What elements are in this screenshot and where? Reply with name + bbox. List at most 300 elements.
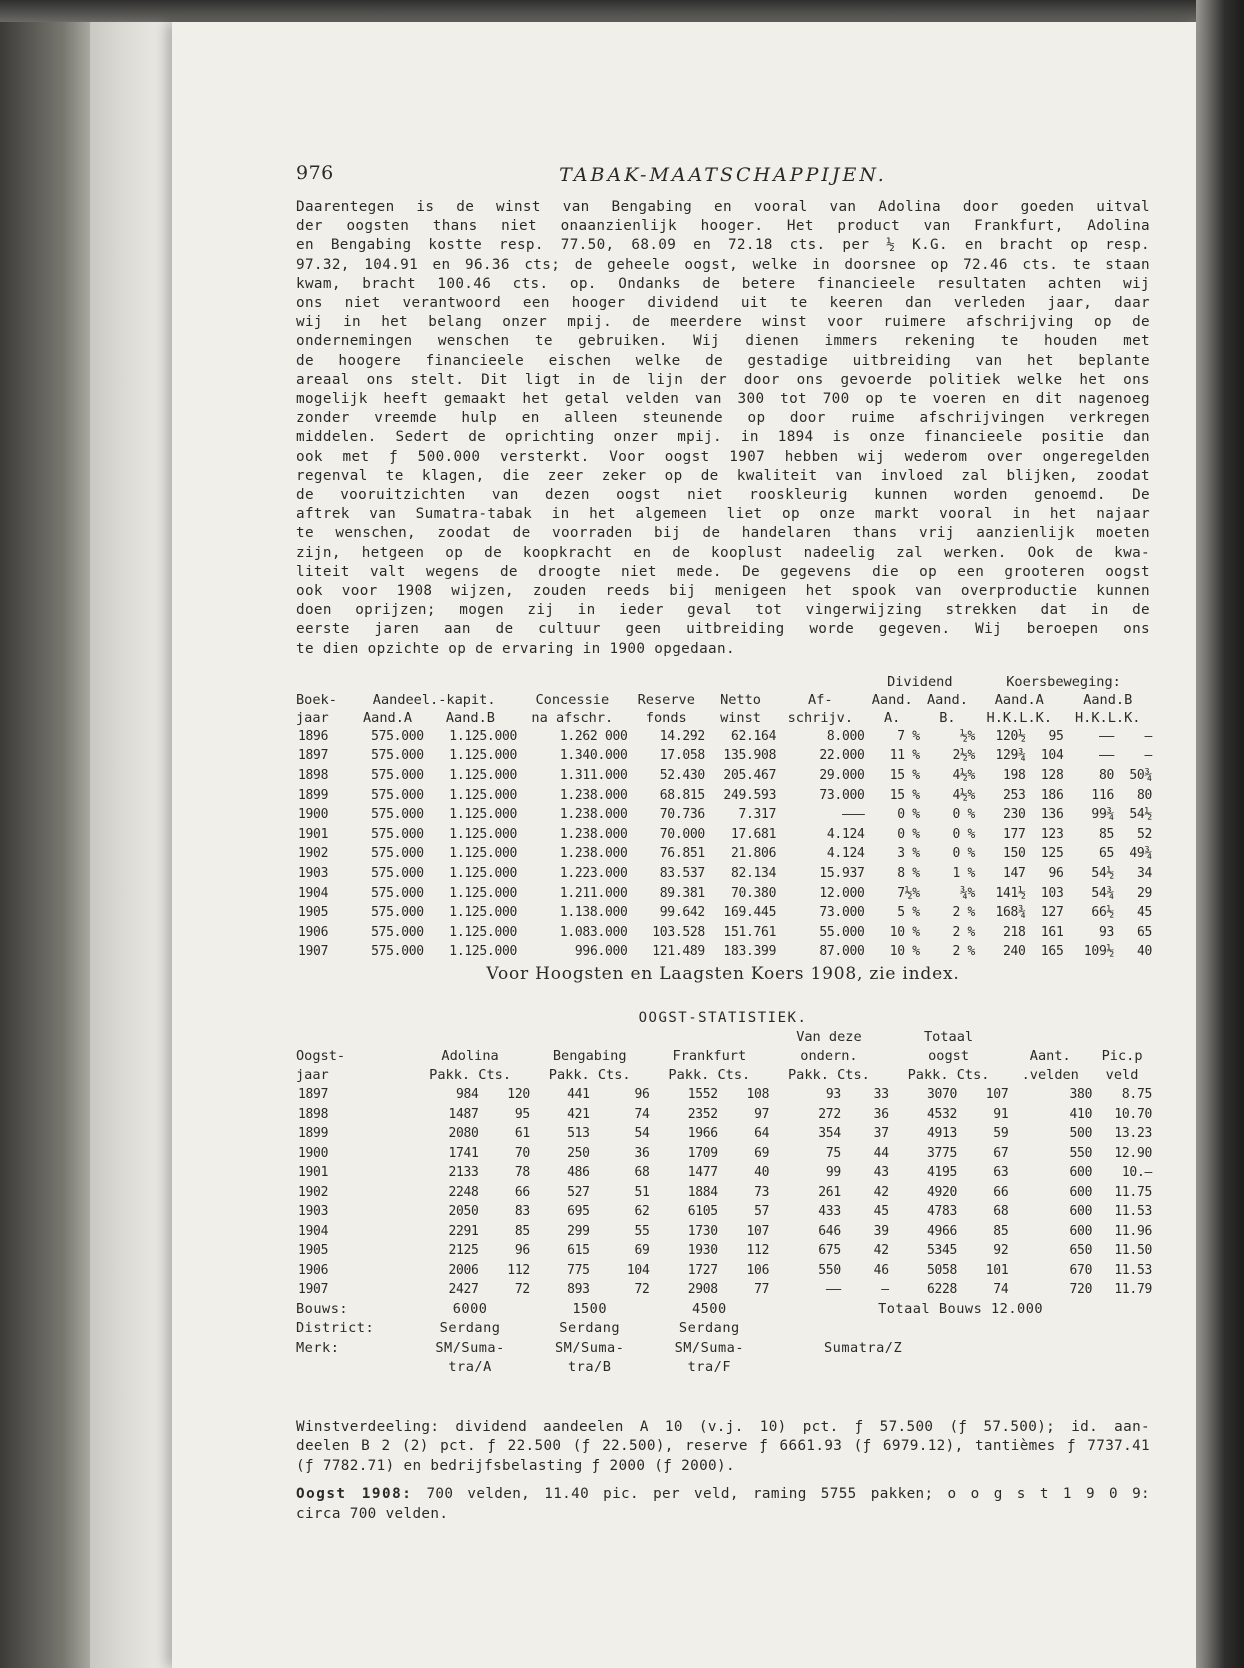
table-cell: 1900 <box>298 807 329 823</box>
table-cell: 68.815 <box>659 787 705 803</box>
table-cell: 2427 <box>448 1282 479 1297</box>
financial-table-group-header <box>296 673 1152 691</box>
table-cell: 10.70 <box>1114 1106 1152 1122</box>
body-line: te dien opzichte op de ervaring in 1900 opgedaan. <box>296 640 735 657</box>
table-cell: 2248 <box>448 1184 479 1200</box>
table-cell: 1.238.000 <box>559 787 628 803</box>
table-cell: 670 <box>1069 1262 1093 1278</box>
table-cell: 1906 <box>298 1262 329 1278</box>
table-cell: 3070 <box>926 1087 958 1102</box>
table-cell: 1 % <box>952 866 976 882</box>
table-cell: 42 <box>873 1243 889 1258</box>
table-cell: 4532 <box>926 1106 958 1122</box>
body-line: doen oprijzen; mogen zij in ieder geval tot vingerwijzing strekken dat in de <box>296 602 1150 619</box>
table-cell: 410 <box>1069 1106 1093 1122</box>
table-cell: 123 <box>1040 826 1064 842</box>
financial-table <box>296 673 1152 962</box>
winst-line: deelen B 2 (2) pct. ƒ 22.500 (ƒ 22.500), reserve ƒ 6661.93 (ƒ 6979.12), tantièmes ƒ 7737.41 <box>296 1438 1150 1454</box>
table-cell: 66 <box>514 1184 530 1200</box>
table-cell: 22.000 <box>819 748 865 764</box>
table-cell: 575.000 <box>371 905 424 921</box>
table-cell: 575.000 <box>371 787 424 803</box>
merk-adolina: SM/Suma- <box>435 1339 505 1356</box>
table-cell: 65 <box>1098 846 1115 862</box>
table-cell: 1966 <box>687 1126 718 1141</box>
body-line: aftrek van Sumatra-tabak in het algemeen liet op onze markt vooral in het najaar <box>296 506 1150 523</box>
table-cell: 11 % <box>889 748 920 764</box>
table-cell: 95 <box>514 1106 530 1122</box>
body-line: eerste jaren aan de cultuur geen uitbreiding worde gegeven. Wij beroepen ons <box>296 621 1150 638</box>
book-spine-shadow <box>0 0 90 1668</box>
table-cell: 4.124 <box>826 846 865 862</box>
body-line: ook met ƒ 500.000 versterkt. Voor oogst 1907 hebben wij wederom over ongeregelden <box>296 448 1150 465</box>
table-cell: 650 <box>1069 1243 1093 1258</box>
table-cell: 1.125.000 <box>449 787 518 803</box>
column-header: winst <box>720 709 761 726</box>
table-cell: 15.937 <box>819 866 865 882</box>
table-cell: 69 <box>754 1145 770 1161</box>
table-cell: 441 <box>567 1087 590 1102</box>
table-cell: 1907 <box>298 944 329 960</box>
table-cell: 2 % <box>952 924 976 940</box>
table-cell: 253 <box>1003 787 1026 803</box>
table-cell: 1727 <box>687 1262 718 1278</box>
table-cell: 52.430 <box>659 768 705 784</box>
table-cell: 0 % <box>952 846 976 862</box>
table-cell: 550 <box>818 1262 841 1278</box>
dividend-group-header: Dividend <box>887 673 953 690</box>
body-line: ons niet verantwoord een hooger dividend uit te keeren dan verleden jaar, daar <box>296 295 1150 312</box>
merk-bengabing: SM/Suma- <box>554 1339 625 1356</box>
table-cell: 85 <box>993 1223 1009 1239</box>
table-cell: 1.238.000 <box>559 846 628 862</box>
winstverdeeling-paragraph <box>296 1418 1150 1477</box>
table-cell: 92 <box>993 1243 1009 1258</box>
winst-line: Winstverdeeling: dividend aandeelen A 10 (v.j. 10) pct. ƒ 57.500 (ƒ 57.500); id. aan- <box>296 1418 1150 1435</box>
district-bengabing: Serdang <box>559 1320 621 1336</box>
table-cell: 44 <box>873 1145 889 1161</box>
table-cell: 46 <box>873 1262 889 1278</box>
table-cell: 112 <box>746 1243 770 1258</box>
column-header: Bengabing <box>552 1048 627 1064</box>
column-header: Aand.B <box>1083 691 1133 708</box>
table-cell: 108 <box>746 1087 770 1102</box>
financial-table-row <box>296 903 1152 923</box>
table-cell: 1.262 000 <box>559 728 628 744</box>
table-cell: 261 <box>818 1184 841 1200</box>
bouws-totaal: Totaal Bouws 12.000 <box>878 1300 1044 1317</box>
table-cell: 10.— <box>1121 1165 1152 1180</box>
harvest-table-row <box>296 1144 1152 1164</box>
table-cell: 421 <box>567 1106 590 1122</box>
table-cell: 69 <box>634 1243 650 1258</box>
table-cell: 249.593 <box>723 787 777 803</box>
table-cell: 127 <box>1040 905 1064 921</box>
oogst-line-rest: 700 velden, 11.40 pic. per veld, raming 5755 pakken; o o g s t 1 9 0 9: <box>412 1486 1151 1502</box>
table-cell: 45 <box>1136 905 1152 921</box>
page-header <box>296 142 1150 188</box>
table-cell: 116 <box>1091 787 1115 803</box>
column-header: Van deze <box>796 1029 862 1045</box>
table-cell: 103.528 <box>652 924 705 940</box>
table-cell: 2352 <box>687 1106 718 1122</box>
oogst-paragraph <box>296 1485 1150 1524</box>
financial-table-row <box>296 727 1152 747</box>
table-cell: 76.851 <box>659 846 705 862</box>
table-cell: 104 <box>1040 748 1064 764</box>
table-cell: 17.058 <box>659 748 705 764</box>
table-cell: 70.380 <box>730 885 777 901</box>
table-cell: 380 <box>1069 1087 1093 1102</box>
table-cell: 11.79 <box>1114 1282 1152 1297</box>
table-cell: 486 <box>567 1165 590 1180</box>
table-cell: 2908 <box>687 1282 718 1297</box>
table-cell: 13.23 <box>1114 1126 1152 1141</box>
body-line: areaal ons stelt. Dit ligt in de lijn der door ons gevoerde politiek welke het ons <box>296 371 1150 388</box>
table-cell: 7.317 <box>738 807 777 823</box>
winst-line: (ƒ 7782.71) en bedrijfsbelasting ƒ 2000 (ƒ 2000). <box>296 1457 735 1474</box>
table-cell: 0 % <box>897 807 920 823</box>
table-cell: 36 <box>634 1145 650 1161</box>
table-cell: 2125 <box>448 1243 479 1258</box>
table-cell: 1.083.000 <box>559 924 628 940</box>
body-line: de hoogere financieele eischen welke de gestadige uitbreiding van het beplante <box>296 352 1150 369</box>
table-cell: 96 <box>634 1087 650 1102</box>
top-shadow <box>0 0 1244 22</box>
table-cell: 575.000 <box>371 768 424 784</box>
table-cell: 33 <box>873 1087 889 1102</box>
table-cell: 575.000 <box>371 866 424 882</box>
bouws-adolina: 6000 <box>452 1300 488 1317</box>
table-cell: 575.000 <box>371 885 424 901</box>
table-cell: 8.000 <box>826 728 865 744</box>
merk-row <box>296 1339 1152 1359</box>
financial-table-row <box>296 786 1152 806</box>
body-line: ook voor 1908 wijzen, zouden reeds bij menigeen het spook van overproductie kunnen <box>296 583 1150 600</box>
table-cell: 52 <box>1136 826 1152 842</box>
table-cell: 1477 <box>687 1165 718 1180</box>
body-line: regenval te klagen, die zeer zeker op de kwaliteit van invloed zal blijken, zoodat <box>296 467 1150 484</box>
right-shadow <box>1196 0 1244 1668</box>
table-cell: 0 % <box>952 807 976 823</box>
table-cell: 128 <box>1040 768 1064 784</box>
table-cell: 1900 <box>298 1145 329 1161</box>
table-cell: 99.642 <box>659 905 705 921</box>
district-label: District: <box>296 1320 375 1336</box>
table-cell: ¾% <box>960 885 976 901</box>
table-cell: 575.000 <box>371 846 424 862</box>
table-cell: 93 <box>825 1087 841 1102</box>
column-header: jaar <box>296 1067 329 1083</box>
table-cell: 7 % <box>897 728 920 744</box>
body-line: zonder vreemde hulp en alleen steunende op door ruime afschrijvingen verkregen <box>296 410 1150 427</box>
body-line: Daarentegen is de winst van Bengabing en vooral van Adolina door goeden uitval <box>296 199 1150 215</box>
table-cell: 183.399 <box>723 944 777 960</box>
table-cell: 55 <box>634 1223 650 1239</box>
table-cell: 135.908 <box>723 748 777 764</box>
table-cell: 433 <box>818 1204 841 1219</box>
table-cell: 600 <box>1069 1184 1093 1200</box>
table-cell: 85 <box>514 1223 530 1239</box>
table-cell: 240 <box>1003 944 1026 960</box>
table-cell: 10 % <box>889 944 920 960</box>
table-cell: —— <box>825 1282 841 1297</box>
table-cell: 29.000 <box>819 768 865 784</box>
table-cell: 272 <box>818 1106 841 1122</box>
table-cell: 2 % <box>952 944 976 960</box>
merk-bengabing-cont: tra/B <box>567 1359 612 1375</box>
table-cell: 129¾ <box>995 748 1026 764</box>
table-cell: 7½% <box>897 885 920 901</box>
koers-group-header: Koersbeweging: <box>1006 673 1121 690</box>
table-cell: 575.000 <box>371 807 424 823</box>
table-cell: 230 <box>1003 807 1026 823</box>
table-cell: 66 <box>993 1184 1009 1200</box>
table-cell: 80 <box>1098 768 1115 784</box>
table-cell: 99 <box>825 1165 841 1180</box>
table-cell: 1.125.000 <box>449 866 518 882</box>
table-cell: 97 <box>754 1106 770 1122</box>
table-cell: 62 <box>634 1204 650 1219</box>
table-cell: 1902 <box>298 1184 329 1200</box>
table-cell: 121.489 <box>652 944 705 960</box>
body-line: wij in het belang onzer mpij. de meerdere winst voor ruimere afschrijving op de <box>296 314 1150 331</box>
harvest-section-title: OOGST-STATISTIEK. <box>638 1010 808 1026</box>
table-cell: 575.000 <box>371 924 424 940</box>
harvest-table-row <box>296 1261 1152 1281</box>
table-cell: 2133 <box>448 1165 479 1180</box>
table-cell: 11.75 <box>1114 1184 1152 1200</box>
body-line: liteit valt wegens de droogte niet mede. De gegevens die op een grooteren oogst <box>296 563 1150 580</box>
table-cell: 1.340.000 <box>559 748 628 764</box>
page-number: 976 <box>296 162 334 184</box>
table-cell: 299 <box>567 1223 590 1239</box>
table-cell: 73.000 <box>819 905 865 921</box>
table-cell: 83 <box>514 1204 530 1219</box>
table-cell: 1.125.000 <box>449 924 518 940</box>
table-cell: 11.53 <box>1114 1262 1152 1278</box>
table-cell: 165 <box>1040 944 1064 960</box>
financial-table-row <box>296 864 1152 884</box>
table-cell: 1902 <box>298 846 329 862</box>
financial-table-header-row <box>296 709 1152 727</box>
column-header: Concessie <box>535 691 610 708</box>
table-cell: 5 % <box>897 905 920 921</box>
body-line: middelen. Sedert de oprichting onzer mpij. in 1894 is onze financieele positie dan <box>296 429 1150 446</box>
column-header: ondern. <box>800 1048 858 1064</box>
district-adolina: Serdang <box>439 1320 501 1336</box>
table-cell: 3 % <box>897 846 920 862</box>
column-header: Aant. <box>1029 1048 1071 1064</box>
table-cell: 107 <box>746 1223 770 1239</box>
column-header: schrijv. <box>787 709 854 726</box>
table-cell: 2050 <box>448 1204 479 1219</box>
table-cell: 6105 <box>687 1204 718 1219</box>
column-header: oogst <box>928 1048 969 1064</box>
table-cell: 5345 <box>926 1243 958 1258</box>
table-cell: 2 % <box>952 905 976 921</box>
table-cell: 101 <box>985 1262 1009 1278</box>
table-cell: 68 <box>634 1165 650 1180</box>
table-cell: 1899 <box>298 1126 329 1141</box>
table-cell: 646 <box>818 1223 841 1239</box>
table-cell: 70 <box>514 1145 530 1161</box>
table-cell: 75 <box>825 1145 841 1161</box>
financial-table-row <box>296 884 1152 904</box>
table-cell: 1884 <box>687 1184 718 1200</box>
table-cell: 68 <box>993 1204 1009 1219</box>
table-cell: 1897 <box>298 748 329 764</box>
column-header: Pic.p <box>1101 1048 1143 1064</box>
table-cell: 66½ <box>1091 905 1115 921</box>
table-cell: 1.125.000 <box>449 885 518 901</box>
table-cell: 186 <box>1040 787 1064 803</box>
financial-table-header-row <box>296 691 1152 709</box>
table-cell: 1.125.000 <box>449 846 518 862</box>
merk-label: Merk: <box>296 1339 340 1356</box>
book-page <box>172 22 1196 1668</box>
table-cell: 1709 <box>687 1145 718 1161</box>
table-cell: —— <box>1098 748 1115 764</box>
table-cell: 136 <box>1040 807 1064 823</box>
table-cell: 62.164 <box>730 728 777 744</box>
table-cell: 2080 <box>448 1126 479 1141</box>
column-header: Aandeel.-kapit. <box>372 691 496 708</box>
table-cell: 40 <box>754 1165 770 1180</box>
body-line: mogelijk heeft gemaakt het getal velden van 300 tot 700 op te voeren en dit nagenoeg <box>296 391 1150 408</box>
column-header: Pakk. Cts. <box>548 1067 631 1083</box>
column-header: Frankfurt <box>672 1048 747 1064</box>
table-cell: 4913 <box>926 1126 958 1141</box>
table-cell: 120 <box>507 1087 530 1102</box>
financial-table-row <box>296 746 1152 766</box>
oogst-line: circa 700 velden. <box>296 1505 449 1522</box>
table-cell: 1.125.000 <box>449 748 518 764</box>
table-cell: 1904 <box>298 1223 329 1239</box>
table-cell: 675 <box>818 1243 841 1258</box>
table-cell: 1.238.000 <box>559 826 628 842</box>
table-cell: 112 <box>507 1262 530 1278</box>
harvest-table-row <box>296 1105 1152 1125</box>
table-cell: 21.806 <box>730 846 777 862</box>
table-cell: 1.125.000 <box>449 768 518 784</box>
table-cell: 125 <box>1040 846 1064 862</box>
table-cell: 8 % <box>897 866 920 882</box>
table-cell: 6228 <box>926 1282 958 1297</box>
table-cell: 513 <box>567 1126 590 1141</box>
table-cell: 36 <box>873 1106 889 1122</box>
table-cell: 89.381 <box>659 885 705 901</box>
column-header: Pakk. Cts. <box>429 1067 511 1083</box>
table-cell: 5058 <box>926 1262 958 1278</box>
table-cell: 40 <box>1136 944 1152 960</box>
table-cell: 1487 <box>448 1106 479 1122</box>
table-cell: 3775 <box>926 1145 958 1161</box>
column-header: Aand.B <box>445 709 495 726</box>
table-cell: 161 <box>1040 924 1064 940</box>
column-header: na afschr. <box>531 709 614 726</box>
table-cell: 93 <box>1098 924 1115 940</box>
table-cell: 177 <box>1003 826 1026 842</box>
bouws-bengabing: 1500 <box>572 1300 608 1317</box>
table-cell: 218 <box>1003 924 1026 940</box>
table-cell: 91 <box>993 1106 1009 1122</box>
table-cell: 96 <box>1048 866 1064 882</box>
table-cell: 37 <box>873 1126 889 1141</box>
table-cell: 45 <box>873 1204 889 1219</box>
oogst-line <box>296 1485 1150 1505</box>
column-header: Reserve <box>637 691 695 708</box>
table-cell: 4½% <box>952 787 976 803</box>
table-cell: 4½% <box>952 768 976 784</box>
body-line: zijn, hetgeen op de koopkracht en de kooplust nadeelig zal werken. Ook de kwa- <box>296 544 1150 561</box>
table-cell: 1.211.000 <box>559 885 628 901</box>
table-cell: 103 <box>1040 885 1064 901</box>
table-cell: 198 <box>1003 768 1026 784</box>
table-cell: 250 <box>567 1145 590 1161</box>
table-cell: 1903 <box>298 866 329 882</box>
body-line: en Bengabing kostte resp. 77.50, 68.09 en 72.18 cts. per ½ K.G. en bracht op resp. <box>296 237 1150 254</box>
column-header: jaar <box>296 709 329 726</box>
running-title: TABAK-MAATSCHAPPIJEN. <box>559 164 887 186</box>
table-cell: 1901 <box>298 826 329 842</box>
table-cell: 0 % <box>952 826 976 842</box>
table-cell: 1741 <box>448 1145 479 1161</box>
harvest-table-row <box>296 1222 1152 1242</box>
table-cell: 1.311.000 <box>559 768 628 784</box>
table-cell: 1899 <box>298 787 329 803</box>
table-cell: 77 <box>754 1282 770 1297</box>
table-cell: 575.000 <box>371 944 424 960</box>
table-cell: 600 <box>1069 1165 1093 1180</box>
table-cell: 72 <box>634 1282 650 1297</box>
table-cell: 1.138.000 <box>559 905 628 921</box>
column-header: Pakk. Cts. <box>907 1067 990 1083</box>
table-cell: 109½ <box>1083 944 1115 960</box>
table-cell: 527 <box>567 1184 590 1200</box>
table-cell: 695 <box>567 1204 590 1219</box>
table-cell: 74 <box>634 1106 650 1122</box>
table-cell: 11.53 <box>1114 1204 1152 1219</box>
body-line: de vooruitzichten van dezen oogst niet rooskleurig kunnen worden genoemd. De <box>296 487 1150 504</box>
harvest-header-row <box>296 1028 1152 1047</box>
column-header: Boek- <box>296 691 337 708</box>
table-cell: — <box>1144 748 1152 764</box>
table-cell: 29 <box>1136 885 1152 901</box>
table-cell: 1.223.000 <box>559 866 628 882</box>
table-cell: 4.124 <box>826 826 865 842</box>
table-cell: 49¾ <box>1129 846 1152 862</box>
table-cell: 63 <box>993 1165 1009 1180</box>
table-cell: 73.000 <box>819 787 865 803</box>
column-header: .velden <box>1021 1067 1079 1083</box>
table-cell: 1905 <box>298 1243 329 1258</box>
table-cell: 65 <box>1136 924 1152 940</box>
table-cell: 575.000 <box>371 826 424 842</box>
table-cell: 54½ <box>1129 807 1152 823</box>
harvest-table-row <box>296 1241 1152 1261</box>
footer-notes <box>296 1418 1150 1525</box>
table-cell: 95 <box>1048 728 1064 744</box>
body-paragraph <box>296 198 1150 659</box>
table-cell: 151.761 <box>723 924 777 940</box>
district-frankfurt: Serdang <box>678 1320 740 1336</box>
table-cell: 2½% <box>952 748 976 764</box>
financial-table-row <box>296 766 1152 786</box>
table-cell: 54 <box>634 1126 650 1141</box>
table-cell: 42 <box>873 1184 889 1200</box>
table-cell: ——— <box>841 807 865 823</box>
